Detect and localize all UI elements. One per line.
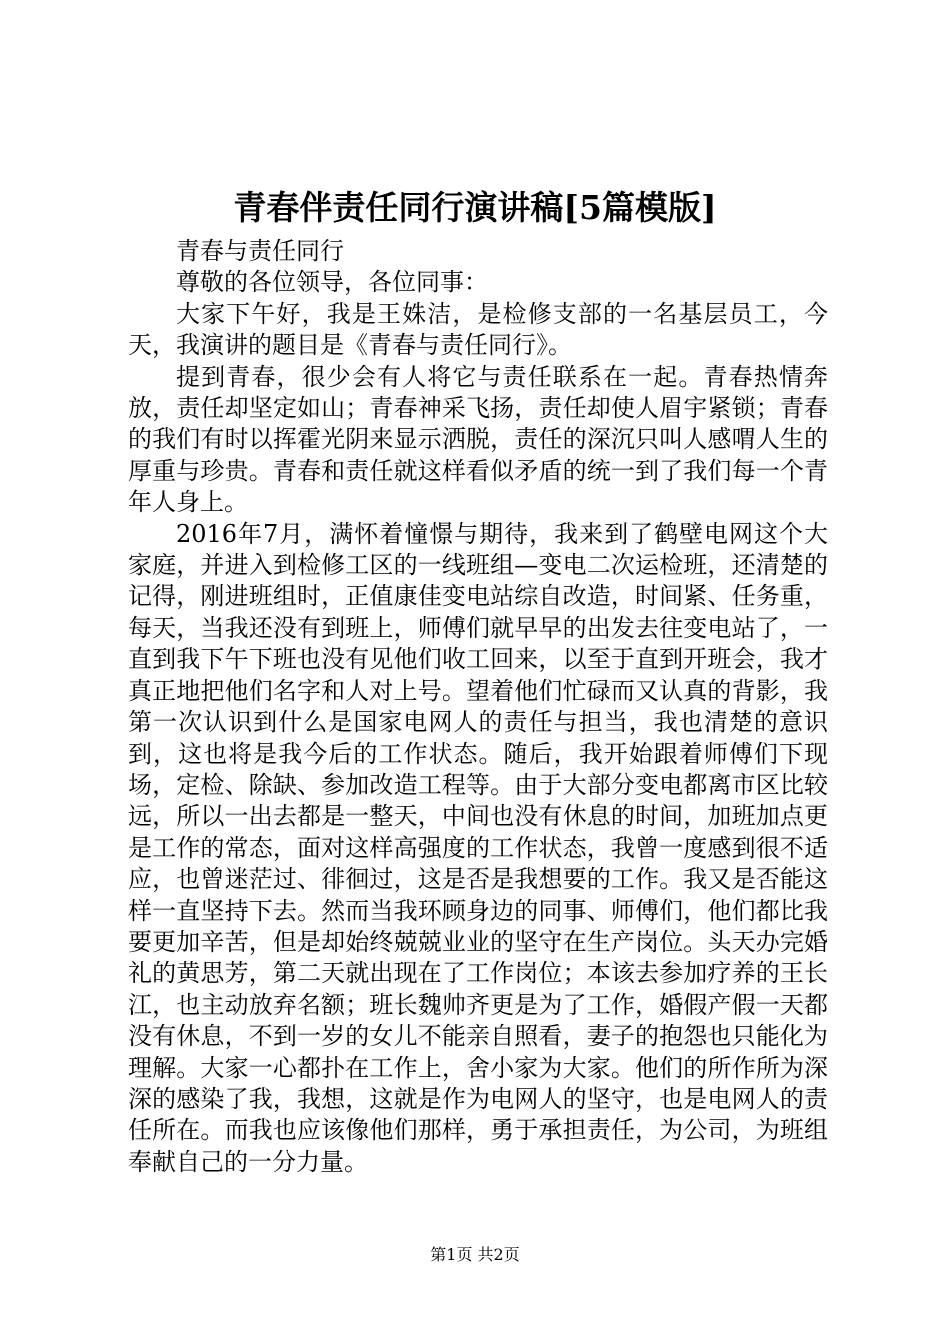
body-paragraph-youth: 提到青春，很少会有人将它与责任联系在一起。青春热情奔放，责任却坚定如山；青春神采飞扬，责任却使人眉宇紧锁；青春的我们有时以挥霍光阴来显示洒脱，责任的深沉只叫人感喟人生的厚重与珍贵。青春和责任就这样看似矛盾的统一到了我们每一个青年人身上。 <box>128 362 828 517</box>
body-paragraph-experience: 2016年7月，满怀着憧憬与期待，我来到了鹤壁电网这个大家庭，并进入到检修工区的一线班组—变电二次运检班，还清楚的记得，刚进班组时，正值康佳变电站综自改造，时间紧、任务重，每天，当我还没有到班上，师傅们就早早的出发去往变电站了，一直到我下午下班也没有见他们收工回来，以至于直到开班会，我才真正地把他们名字和人对上号。望着他们忙碌而又认真的背影，我第一次认识到什么是国家电网人的责任与担当，我也清楚的意识到，这也将是我今后的工作状态。随后，我开始跟着师傅们下现场，定检、除缺、参加改造工程等。由于大部分变电都离市区比较远，所以一出去都是一整天，中间也没有休息的时间，加班加点更是工作的常态，面对这样高强度的工作状态，我曾一度感到很不适应，也曾迷茫过、徘徊过，这是否是我想要的工作。我又是否能这样一直坚持下去。然而当我环顾身边的同事、师傅们，他们都比我要更加辛苦，但是却始终兢兢业业的坚守在生产岗位。头天办完婚礼的黄思芳，第二天就出现在了工作岗位；本该去参加疗养的王长江，也主动放弃名额；班长魏帅齐更是为了工作，婚假产假一天都没有休息，不到一岁的女儿不能亲自照看，妻子的抱怨也只能化为理解。大家一心都扑在工作上，舍小家为大家。他们的所作所为深深的感染了我，我想，这就是作为电网人的坚守，也是电网人的责任所在。而我也应该像他们那样，勇于承担责任，为公司，为班组奉献自己的一分力量。 <box>128 519 828 1176</box>
body-paragraph-intro: 大家下午好，我是王姝洁，是检修支部的一名基层员工，今天，我演讲的题目是《青春与责任同行》。 <box>128 299 828 360</box>
document-title: 青春伴责任同行演讲稿[5篇模版] <box>233 188 717 227</box>
salutation: 尊敬的各位领导，各位同事： <box>176 268 488 297</box>
page-footer: 第1页 共2页 <box>430 1245 520 1264</box>
section-heading: 青春与责任同行 <box>176 237 344 265</box>
document-body <box>128 236 828 1178</box>
